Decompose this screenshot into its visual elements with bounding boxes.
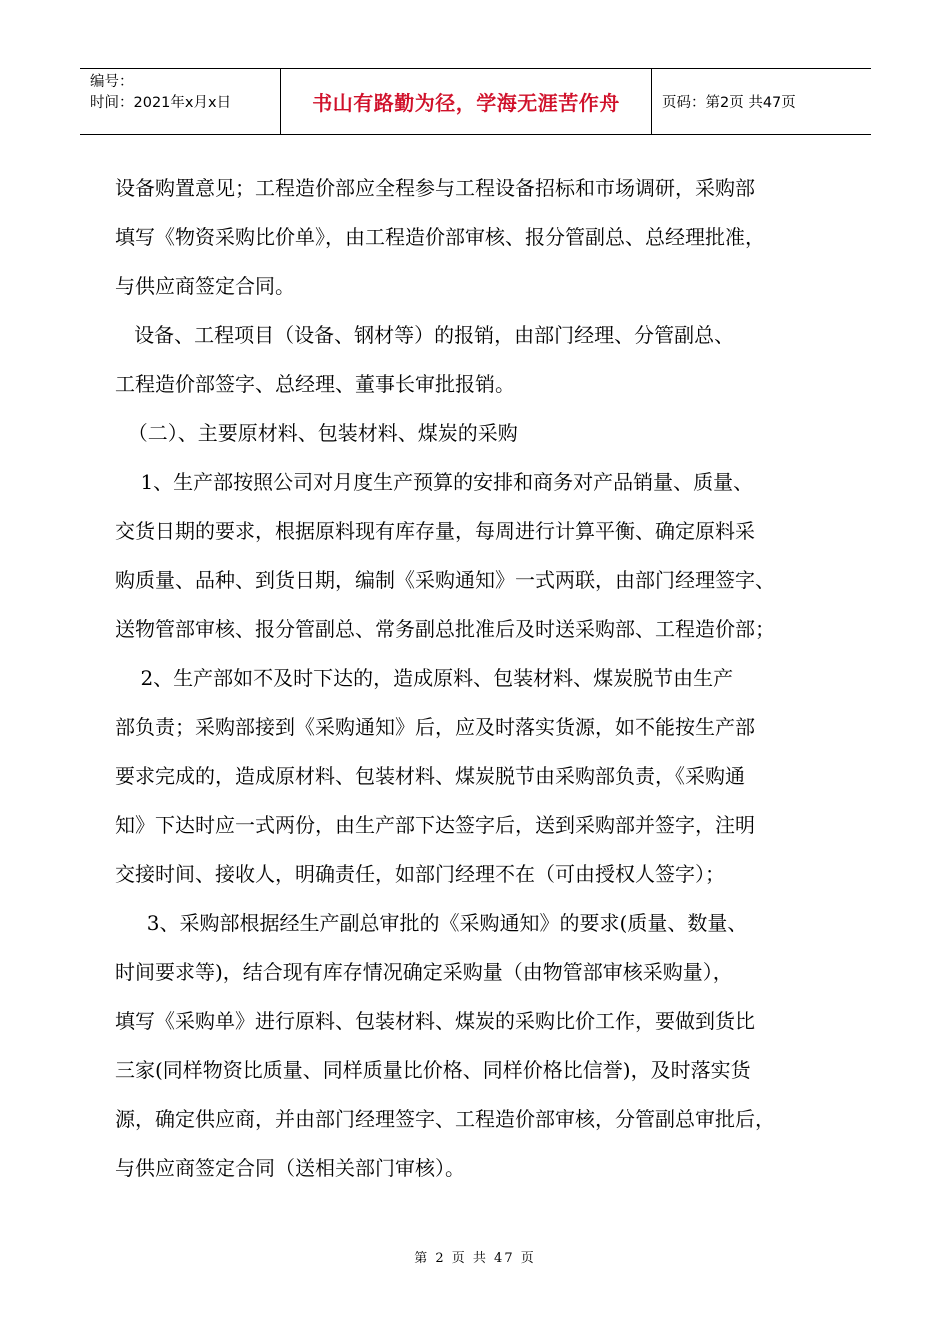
section-heading-materials: （二）、主要原材料、包装材料、煤炭的采购 bbox=[115, 421, 518, 445]
paragraph-reimbursement: 设备、工程项目（设备、钢材等）的报销，由部门经理、分管副总、 工程造价部签字、总经理、董事长审批报销。 bbox=[115, 323, 735, 396]
header-meta bbox=[80, 69, 281, 134]
paragraph-item-3: 3、采购部根据经生产副总审批的《采购通知》的要求(质量、数量、 时间要求等)，结合现有库存情况确定采购量（由物管部审核采购量）， 填写《采购单》进行原料、包装材料、煤炭的采购比价工作，要做到货比 三家(同样物资比质量、同样质量比价格、同样价格比信誉)，及时落实货 源，确定供应商，并由部门经理签字、工程造价部审核，分管副总审批后， 与供应商签定合同（送相关部门审核）。 bbox=[115, 911, 775, 1180]
document-date: 时间：2021年x月x日 bbox=[90, 95, 232, 111]
document-number-label: 编号： bbox=[90, 74, 134, 90]
header-page-info: 页码：第2页 共47页 bbox=[662, 95, 796, 111]
header-motto: 书山有路勤为径，学海无涯苦作舟 bbox=[281, 69, 652, 134]
paragraph-item-2: 2、生产部如不及时下达的，造成原料、包装材料、煤炭脱节由生产 部负责；采购部接到《采购通知》后，应及时落实货源，如不能按生产部 要求完成的，造成原材料、包装材料、煤炭脱节由采购部负责，《采购通 知》下达时应一式两份，由生产部下达签字后，送到采购部并签字，注明 交接时间、接收人，明确责任，如部门经理不在（可由授权人签字）； bbox=[115, 666, 755, 886]
document-body bbox=[115, 164, 855, 1193]
footer-page-number: 第 2 页 共 47 页 bbox=[414, 1251, 536, 1266]
document-header bbox=[80, 68, 871, 135]
page-footer bbox=[0, 1247, 950, 1266]
paragraph-equipment-purchase: 设备购置意见；工程造价部应全程参与工程设备招标和市场调研，采购部 填写《物资采购比价单》，由工程造价部审核、报分管副总、总经理批准， 与供应商签定合同。 bbox=[115, 176, 765, 298]
paragraph-item-1: 1、生产部按照公司对月度生产预算的安排和商务对产品销量、质量、 交货日期的要求，根据原料现有库存量，每周进行计算平衡、确定原料采 购质量、品种、到货日期，编制《采购通知》一式两联，由部门经理签字、 送物管部审核、报分管副总、常务副总批准后及时送采购部、工程造价部； bbox=[115, 470, 775, 641]
